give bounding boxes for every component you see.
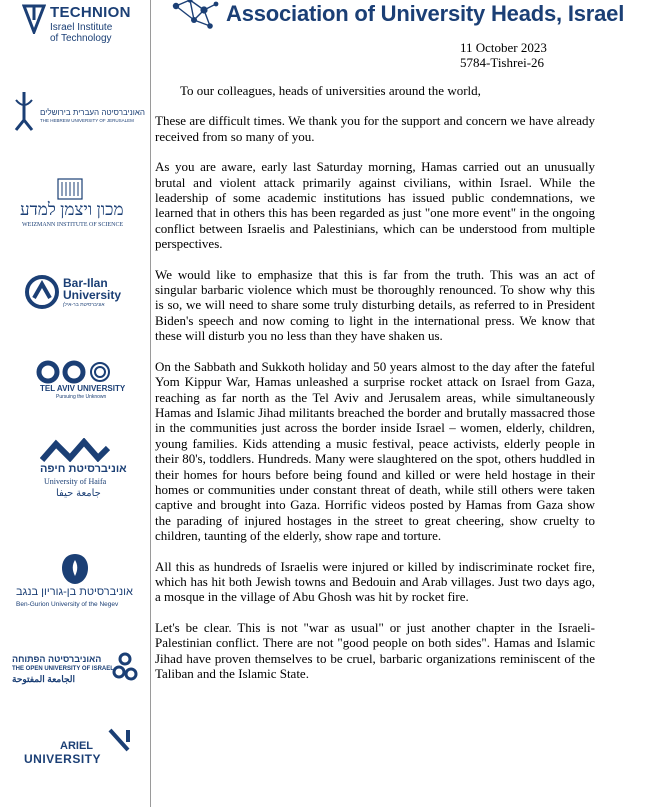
haifa-hebrew-name: אוניברסיטת חיפה (40, 463, 127, 475)
bar-ilan-emblem-icon (24, 274, 60, 310)
technion-name: TECHNION (50, 4, 131, 21)
openu-english-name: THE OPEN UNIVERSITY OF ISRAEL (12, 666, 114, 672)
weizmann-logo (8, 178, 144, 232)
ben-gurion-university-logo (8, 552, 144, 610)
university-logo-sidebar (0, 0, 151, 807)
openu-hebrew-name: האוניברסיטה הפתוחה (12, 654, 102, 664)
paragraph-2: As you are aware, early last Saturday morning, Hamas carried out an unusually brutal and violent attack primarily against civilians, within Israel. While the leadership of some academic institutions has issued public condemnations, we learned that in others this has been regarded as just "one more event" in the ongoing conflict between Israelis and Palestinians, which can be understood from multiple perspectives. (155, 159, 595, 252)
ariel-name: ARIEL (60, 740, 93, 752)
haifa-arabic-name: جامعة حيفا (56, 488, 101, 499)
bar-ilan-name-line2: University (63, 288, 122, 302)
letter-body (155, 83, 595, 696)
bar-ilan-name (63, 277, 121, 301)
paragraph-1: These are difficult times. We thank you for the support and concern we have already received from so many of you. (155, 113, 595, 144)
paragraph-4: On the Sabbath and Sukkoth holiday and 50 years almost to the day after the fateful Yom Kippur War, Hamas unleashed a surprise rocket attack on Israel from Gaza, reaching as far north as the Tel Aviv and Jerusalem areas, while simultaneously Hamas and Islamic Jihad militants breached the border and brutally massacred those in the communities just across the border inside Israel – women, elderly, children, young families. Kids attending a music festival, peace activists, elderly people in their 80's, toddlers. Hundreds. Many were slaughtered on the spot, others huddled in their homes for hours before being found and killed or were held hostage in their homes or communities under constant threat of death, while still others were taken captive and brought into Gaza. Horrific videos posted by Hamas from Gaza show the parading of injured hostages in the street to great cheering, show cruelty to children, taunting of the elderly, show rape and torture. (155, 358, 595, 544)
haifa-english-name: University of Haifa (44, 477, 107, 486)
weizmann-english-name: WEIZMANN INSTITUTE OF SCIENCE (22, 222, 124, 228)
technion-emblem-icon (22, 4, 46, 34)
association-title: Association of University Heads, Israel (226, 1, 625, 26)
hebrew-university-logo (8, 90, 144, 132)
huji-hebrew-name: האוניברסיטה העברית בירושלים (40, 108, 145, 117)
university-of-haifa-logo (8, 438, 144, 508)
huji-english-name: THE HEBREW UNIVERSITY OF JERUSALEM (40, 118, 134, 123)
ariel-subtitle: UNIVERSITY (24, 752, 102, 766)
paragraph-6: Let's be clear. This is not "war as usual" or just another chapter in the Israeli-Palestinian conflict. There are not "good people on both sides". Hamas and Islamic Jihad have proven themselves to be cruel, barbaric organizations reminiscent of the Taliban and the Islamic State. (155, 619, 595, 681)
technion-sub-line1: Israel Institute (50, 22, 113, 33)
tel-aviv-university-logo (8, 360, 144, 402)
paragraph-3: We would like to emphasize that this is far from the truth. This was an act of singular barbaric violence which must be thoroughly renounced. To show why this is so, we will need to share some truly disturbing details, as referred to in President Biden's speech and now coming to light in the international press. We know that these will disturb you no less than they have shaken us. (155, 266, 595, 344)
tau-tagline: Pursuing the Unknown (56, 394, 107, 400)
ariel-university-logo (8, 728, 144, 768)
openu-arabic-name: الجامعة المفتوحة (12, 674, 76, 684)
tau-name: TEL AVIV UNIVERSITY (40, 384, 126, 393)
technion-subtitle (50, 22, 112, 44)
hebrew-date: 5784-Tishrei-26 (460, 55, 545, 70)
weizmann-emblem-icon (57, 178, 83, 200)
bgu-hebrew-name: אוניברסיטת בן-גוריון בנגב (16, 586, 133, 598)
huji-menorah-icon (12, 90, 36, 132)
ariel-emblem-icon (106, 728, 132, 752)
salutation: To our colleagues, heads of universities around the world, (180, 83, 481, 98)
bar-ilan-logo (8, 272, 144, 316)
technion-sub-line2: of Technology (50, 33, 112, 44)
bgu-english-name: Ben-Gurion University of the Negev (16, 601, 119, 608)
technion-logo (8, 2, 144, 46)
letterhead (170, 0, 656, 32)
openu-circles-icon (112, 652, 138, 682)
tau-circles-icon (36, 360, 116, 384)
paragraph-5: All this as hundreds of Israelis were injured or killed by indiscriminate rocket fire, which has hit both Jewish towns and Bedouin and Arab villages. Just two days ago, a mosque in the village of Abu Ghosh was hit by rocket fire. (155, 558, 595, 605)
bgu-torch-icon (60, 552, 90, 586)
open-university-logo (8, 652, 144, 686)
bar-ilan-name-line1: Bar-Ilan (63, 276, 108, 290)
network-logo-icon (170, 0, 220, 32)
bar-ilan-hebrew-name: אוניברסיטת בר-אילן (63, 302, 105, 308)
date-block (460, 40, 547, 70)
weizmann-hebrew-name: מכון ויצמן למדע (20, 200, 124, 219)
letter-date: 11 October 2023 (460, 40, 547, 55)
haifa-mountains-icon (40, 438, 110, 462)
